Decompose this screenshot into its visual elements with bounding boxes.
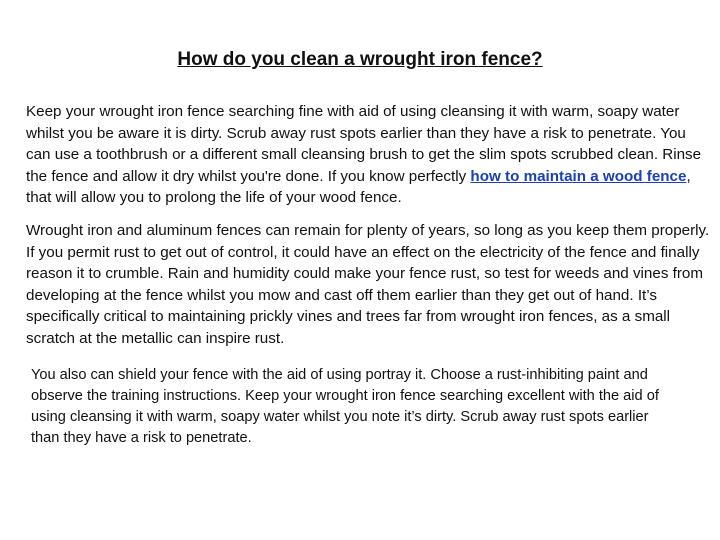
paragraph-cleaning bbox=[26, 101, 710, 209]
maintain-wood-fence-link[interactable]: how to maintain a wood fence bbox=[470, 167, 687, 185]
paragraph-painting: You also can shield your fence with the aid of using portray it. Choose a rust-inhibiting paint and observe the training instructions. Keep your wrought iron fence searching excellent with the aid of using cleansing it with warm, soapy water whilst you note it’s dirty. Scrub away rust spots earlier than they have a risk to penetrate. bbox=[31, 367, 659, 446]
paragraph-cleaning-text: Keep your wrought iron fence searching fine with aid of using cleansing it with warm, soapy water whilst you be aware it is dirty. Scrub away rust spots earlier than they have a risk to penetrate. You can use a toothbrush or a different small cleansing brush to get the slim spots scrubbed clean. Rinse the fence and allow it dry whilst you're done. If you know perfectly bbox=[26, 103, 702, 185]
paragraph-cleaning-tail: , that will allow you to prolong the life of your wood fence. bbox=[26, 167, 691, 207]
page-title: How do you clean a wrought iron fence? bbox=[177, 49, 543, 70]
paragraph-rust-control: Wrought iron and aluminum fences can remain for plenty of years, so long as you keep them properly. If you permit rust to get out of control, it could have an effect on the electricity of the fence and finally reason it to crumble. Rain and humidity could make your fence rust, so test for weeds and vines from developing at the fence whilst you mow and cast off them earlier than they get out of hand. It’s specifically critical to maintaining prickly vines and trees far from wrought iron fences, as a small scratch at the metallic can inspire rust. bbox=[26, 222, 710, 347]
